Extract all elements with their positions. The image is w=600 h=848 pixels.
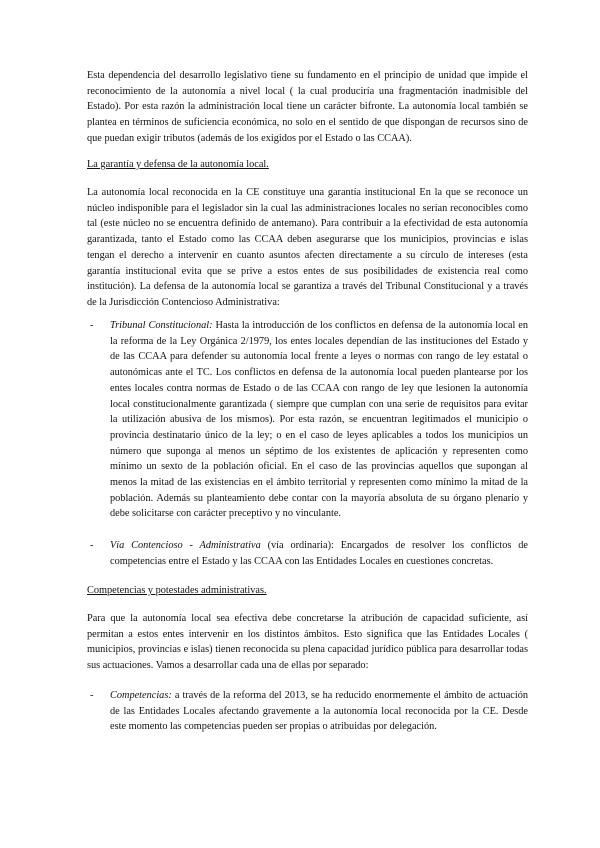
- list-item-title: Tribunal Constitucional:: [110, 320, 213, 331]
- list-item-text: a través de la reforma del 2013, se ha reducido enormemente el ámbito de actuación de las Entidades Locales afectando gravemente a la autonomía local reconocida por la CE. Desde este momento las competencias pueden ser propias o atribuidas por delegación.: [110, 690, 528, 733]
- heading-garantia: La garantía y defensa de la autonomía local.: [87, 159, 269, 170]
- paragraph-competencias: Para que la autonomía local sea efectiva debe concretarse la atribución de capacidad suficiente, así permitan a estos entes intervenir en los distintos ámbitos. Esto significa que las Entidades Locales ( municipios, provincias e islas) tienen reconocida su plena capacidad jurídico pública para desarrollar todas sus actuaciones. Vamos a desarrollar cada una de ellas por separado:: [87, 613, 528, 672]
- bullet-marker: -: [90, 540, 94, 551]
- list-item-tribunal-constitucional: [110, 318, 528, 522]
- heading-competencias: Competencias y potestades administrativas.: [87, 585, 267, 596]
- bullet-marker: -: [90, 320, 94, 331]
- list-item-title: Vía Contencioso - Administrativa: [110, 540, 261, 551]
- list-item-title: Competencias:: [110, 690, 172, 701]
- list-item-text: Hasta la introducción de los conflictos en defensa de la autonomía local en la reforma de la Ley Orgánica 2/1979, los entes locales dependían de las instituciones del Estado y de las CCAA para defender su autonomía local frente a leyes o normas con rango de ley estatal o autonómicas ante el TC. Los conflictos en defensa de la autonomía local pueden plantearse por los entes locales contra normas de Estado o de las CCAA con rango de ley que lesionen la autonomía local constitucionalmente garantizada ( siempre que cumplan con una serie de requisitos para evitar la utilización abusiva de los mismos). Por esta razón, se encuentran legitimados el municipio o provincia destinatario único de la ley; o en el caso de leyes aplicables a todos los municipios un número que suponga al menos un séptimo de los existentes de aplicación y representen como mínimo un sexto de la población oficial. En el caso de las provincias aquellos que supongan al menos la mitad de las existencias en el ámbito territorial y representen como mínimo la mitad de la población. Además su planteamiento debe contar con la mayoría absoluta de su órgano plenario y debe solicitarse con carácter preceptivo y no vinculante.: [110, 320, 528, 520]
- list-item-competencias: [110, 688, 528, 735]
- paragraph-intro: Esta dependencia del desarrollo legislativo tiene su fundamento en el principio de unidad que impide el reconocimiento de la autonomía a nivel local ( la cual produciría una fragmentación inadmisible del Estado). Por esta razón la administración local tiene un carácter bifronte. La autonomía local también se plantea en términos de suficiencia económica, no solo en el sentido de que dispongan de recursos sino de que puedan exigir tributos (además de los exigidos por el Estado o las CCAA).: [87, 70, 528, 144]
- bullet-marker: -: [90, 690, 94, 701]
- list-item-via-contencioso: [110, 538, 528, 569]
- list-item-text: (vía ordinaria): Encargados de resolver los conflictos de competencias entre el Estado y las CCAA con las Entidades Locales en cuestiones concretas.: [110, 540, 528, 567]
- paragraph-garantia: La autonomía local reconocida en la CE constituye una garantía institucional En la que se reconoce un núcleo indisponible para el legislador sin la cual las administraciones locales no serían reconocibles como tal (este núcleo no se encuentra definido de antemano). Para contribuir a la efectividad de esta autonomía garantizada, tanto el Estado como las CCAA deben asegurarse que los municipios, provincias e islas tengan el derecho a intervenir en cuanto asuntos afecten directamente a su círculo de intereses (esta garantía institucional evita que se prive a estos entes de sus posibilidades de existencia real como institución). La defensa de la autonomía local se garantiza a través del Tribunal Constitucional y a través de la Jurisdicción Contencioso Administrativa:: [87, 187, 528, 308]
